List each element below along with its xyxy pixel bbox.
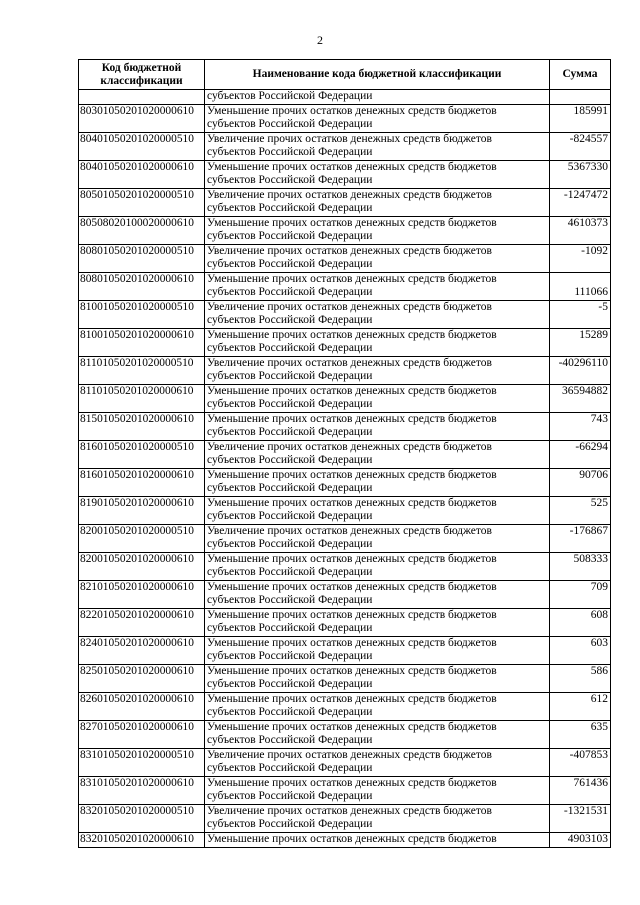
amount-cell: -1321531 [550,804,611,832]
amount-cell: -824557 [550,132,611,160]
name-line-2: субъектов Российской Федерации [207,818,373,830]
amount-cell: -40296110 [550,356,611,384]
name-line-1: Уменьшение прочих остатков денежных средств бюджетов [207,552,497,565]
name-line-1: Уменьшение прочих остатков денежных средств бюджетов [207,720,497,733]
table-row [79,384,611,412]
table-row [79,664,611,692]
header-code: Код бюджетной классификации [79,60,205,90]
name-cell [205,664,550,692]
name-cell [205,440,550,468]
amount-cell: 508333 [550,552,611,580]
table-row [79,160,611,188]
name-cell [205,244,550,272]
name-cell [205,160,550,188]
name-cell [205,468,550,496]
name-line-1: Увеличение прочих остатков денежных средств бюджетов [207,132,492,145]
name-cell [205,300,550,328]
name-line-2: субъектов Российской Федерации [207,202,373,214]
header-amount: Сумма [550,60,611,90]
name-line-2: субъектов Российской Федерации [207,734,373,746]
name-cell [205,328,550,356]
continuation-row [79,90,611,105]
table-row [79,272,611,300]
table-row [79,832,611,847]
name-line-2: субъектов Российской Федерации [207,258,373,270]
name-line-1: Увеличение прочих остатков денежных средств бюджетов [207,440,492,453]
name-cell [205,832,550,847]
name-line-2: субъектов Российской Федерации [207,594,373,606]
name-line-2: субъектов Российской Федерации [207,706,373,718]
name-line-1: Уменьшение прочих остатков денежных средств бюджетов [207,608,497,621]
code-cell: 83201050201020000610 [79,832,205,847]
name-cell [205,552,550,580]
code-cell: 82101050201020000610 [79,580,205,608]
code-cell: 82601050201020000610 [79,692,205,720]
table-row [79,636,611,664]
name-line-1: Уменьшение прочих остатков денежных средств бюджетов [207,776,497,789]
name-line-2: субъектов Российской Федерации [207,566,373,578]
name-line-1: Уменьшение прочих остатков денежных средств бюджетов [207,468,497,481]
name-line-1: Увеличение прочих остатков денежных средств бюджетов [207,244,492,257]
table-row [79,440,611,468]
amount-cell: 36594882 [550,384,611,412]
table-row [79,356,611,384]
code-cell: 82401050201020000610 [79,636,205,664]
table-body [79,90,611,848]
code-cell: 81101050201020000610 [79,384,205,412]
name-cell [205,188,550,216]
code-cell: 83101050201020000510 [79,748,205,776]
name-line-2: субъектов Российской Федерации [207,230,373,242]
amount-cell: 743 [550,412,611,440]
code-cell: 83101050201020000610 [79,776,205,804]
table-row [79,216,611,244]
name-line-2: субъектов Российской Федерации [207,118,373,130]
code-cell: 81901050201020000610 [79,496,205,524]
name-cell [205,132,550,160]
code-cell: 80801050201020000610 [79,272,205,300]
table-row [79,608,611,636]
name-line-1: Уменьшение прочих остатков денежных средств бюджетов [207,692,497,705]
amount-cell: 111066 [550,272,611,300]
name-line-1: Уменьшение прочих остатков денежных средств бюджетов [207,104,497,117]
continuation-code-cell [79,90,205,105]
name-line-2: субъектов Российской Федерации [207,510,373,522]
name-cell [205,748,550,776]
name-line-1: Уменьшение прочих остатков денежных средств бюджетов [207,636,497,649]
name-line-2: субъектов Российской Федерации [207,482,373,494]
code-cell: 81601050201020000610 [79,468,205,496]
continuation-amount-cell [550,90,611,105]
table-row [79,580,611,608]
header-name: Наименование кода бюджетной классификации [205,60,550,90]
code-cell: 82201050201020000610 [79,608,205,636]
name-line-1: Уменьшение прочих остатков денежных средств бюджетов [207,580,497,593]
name-line-1: Уменьшение прочих остатков денежных средств бюджетов [207,664,497,677]
code-cell: 81001050201020000510 [79,300,205,328]
amount-cell: 525 [550,496,611,524]
name-line-1: Уменьшение прочих остатков денежных средств бюджетов [207,832,497,845]
name-line-2: субъектов Российской Федерации [207,538,373,550]
amount-cell: 5367330 [550,160,611,188]
code-cell: 82701050201020000610 [79,720,205,748]
name-cell [205,496,550,524]
amount-cell: 586 [550,664,611,692]
table-row [79,412,611,440]
name-line-2: субъектов Российской Федерации [207,622,373,634]
name-cell [205,216,550,244]
name-cell [205,776,550,804]
name-line-1: Уменьшение прочих остатков денежных средств бюджетов [207,384,497,397]
name-cell [205,272,550,300]
amount-cell: 185991 [550,104,611,132]
name-line-1: Уменьшение прочих остатков денежных средств бюджетов [207,216,497,229]
budget-classification-table [78,59,611,848]
table-row [79,692,611,720]
name-cell [205,384,550,412]
name-cell [205,104,550,132]
table-row [79,748,611,776]
amount-cell: 15289 [550,328,611,356]
name-line-2: субъектов Российской Федерации [207,454,373,466]
name-line-2: субъектов Российской Федерации [207,174,373,186]
table-row [79,804,611,832]
table-row [79,496,611,524]
name-line-1: Уменьшение прочих остатков денежных средств бюджетов [207,412,497,425]
name-cell [205,356,550,384]
name-line-1: Увеличение прочих остатков денежных средств бюджетов [207,300,492,313]
name-line-1: Уменьшение прочих остатков денежных средств бюджетов [207,496,497,509]
page-number: 2 [317,33,323,47]
code-cell: 80401050201020000510 [79,132,205,160]
table-row [79,720,611,748]
code-cell: 80801050201020000510 [79,244,205,272]
name-cell [205,412,550,440]
table-row [79,776,611,804]
code-cell: 81601050201020000510 [79,440,205,468]
amount-cell: 4903103 [550,832,611,847]
amount-cell: -176867 [550,524,611,552]
code-cell: 83201050201020000510 [79,804,205,832]
code-cell: 82001050201020000610 [79,552,205,580]
name-cell [205,608,550,636]
table-row [79,244,611,272]
amount-cell: 709 [550,580,611,608]
amount-cell: -407853 [550,748,611,776]
name-line-1: Уменьшение прочих остатков денежных средств бюджетов [207,328,497,341]
name-cell [205,636,550,664]
code-cell: 80508020100020000610 [79,216,205,244]
name-line-1: Увеличение прочих остатков денежных средств бюджетов [207,748,492,761]
amount-cell: -1092 [550,244,611,272]
amount-cell: 603 [550,636,611,664]
name-line-2: субъектов Российской Федерации [207,370,373,382]
name-line-2: субъектов Российской Федерации [207,342,373,354]
code-cell: 81001050201020000610 [79,328,205,356]
name-cell [205,804,550,832]
name-line-2: субъектов Российской Федерации [207,286,373,298]
name-line-2: субъектов Российской Федерации [207,650,373,662]
table-row [79,524,611,552]
amount-cell: -66294 [550,440,611,468]
table-row [79,468,611,496]
name-cell [205,720,550,748]
continuation-name-cell: субъектов Российской Федерации [205,90,550,105]
name-line-2: субъектов Российской Федерации [207,790,373,802]
name-line-1: Увеличение прочих остатков денежных средств бюджетов [207,188,492,201]
name-line-1: Уменьшение прочих остатков денежных средств бюджетов [207,272,497,285]
name-line-2: субъектов Российской Федерации [207,762,373,774]
name-cell [205,692,550,720]
table-row [79,132,611,160]
table-row [79,328,611,356]
code-cell: 80501050201020000510 [79,188,205,216]
name-cell [205,524,550,552]
name-line-1: Увеличение прочих остатков денежных средств бюджетов [207,356,492,369]
code-cell: 81101050201020000510 [79,356,205,384]
name-line-1: Увеличение прочих остатков денежных средств бюджетов [207,804,492,817]
name-line-2: субъектов Российской Федерации [207,678,373,690]
amount-cell: -1247472 [550,188,611,216]
name-line-2: субъектов Российской Федерации [207,146,373,158]
code-cell: 82501050201020000610 [79,664,205,692]
code-cell: 81501050201020000610 [79,412,205,440]
amount-cell: 608 [550,608,611,636]
table-row [79,188,611,216]
table-row [79,552,611,580]
name-line-2: субъектов Российской Федерации [207,426,373,438]
amount-cell: 612 [550,692,611,720]
code-cell: 80401050201020000610 [79,160,205,188]
amount-cell: 4610373 [550,216,611,244]
code-cell: 80301050201020000610 [79,104,205,132]
name-line-2: субъектов Российской Федерации [207,314,373,326]
amount-cell: -5 [550,300,611,328]
name-line-1: Уменьшение прочих остатков денежных средств бюджетов [207,160,497,173]
amount-cell: 761436 [550,776,611,804]
name-line-2: субъектов Российской Федерации [207,398,373,410]
table-header-row [79,60,611,90]
name-cell [205,580,550,608]
table-row [79,104,611,132]
name-line-1: Увеличение прочих остатков денежных средств бюджетов [207,524,492,537]
amount-cell: 635 [550,720,611,748]
amount-cell: 90706 [550,468,611,496]
code-cell: 82001050201020000510 [79,524,205,552]
table-row [79,300,611,328]
